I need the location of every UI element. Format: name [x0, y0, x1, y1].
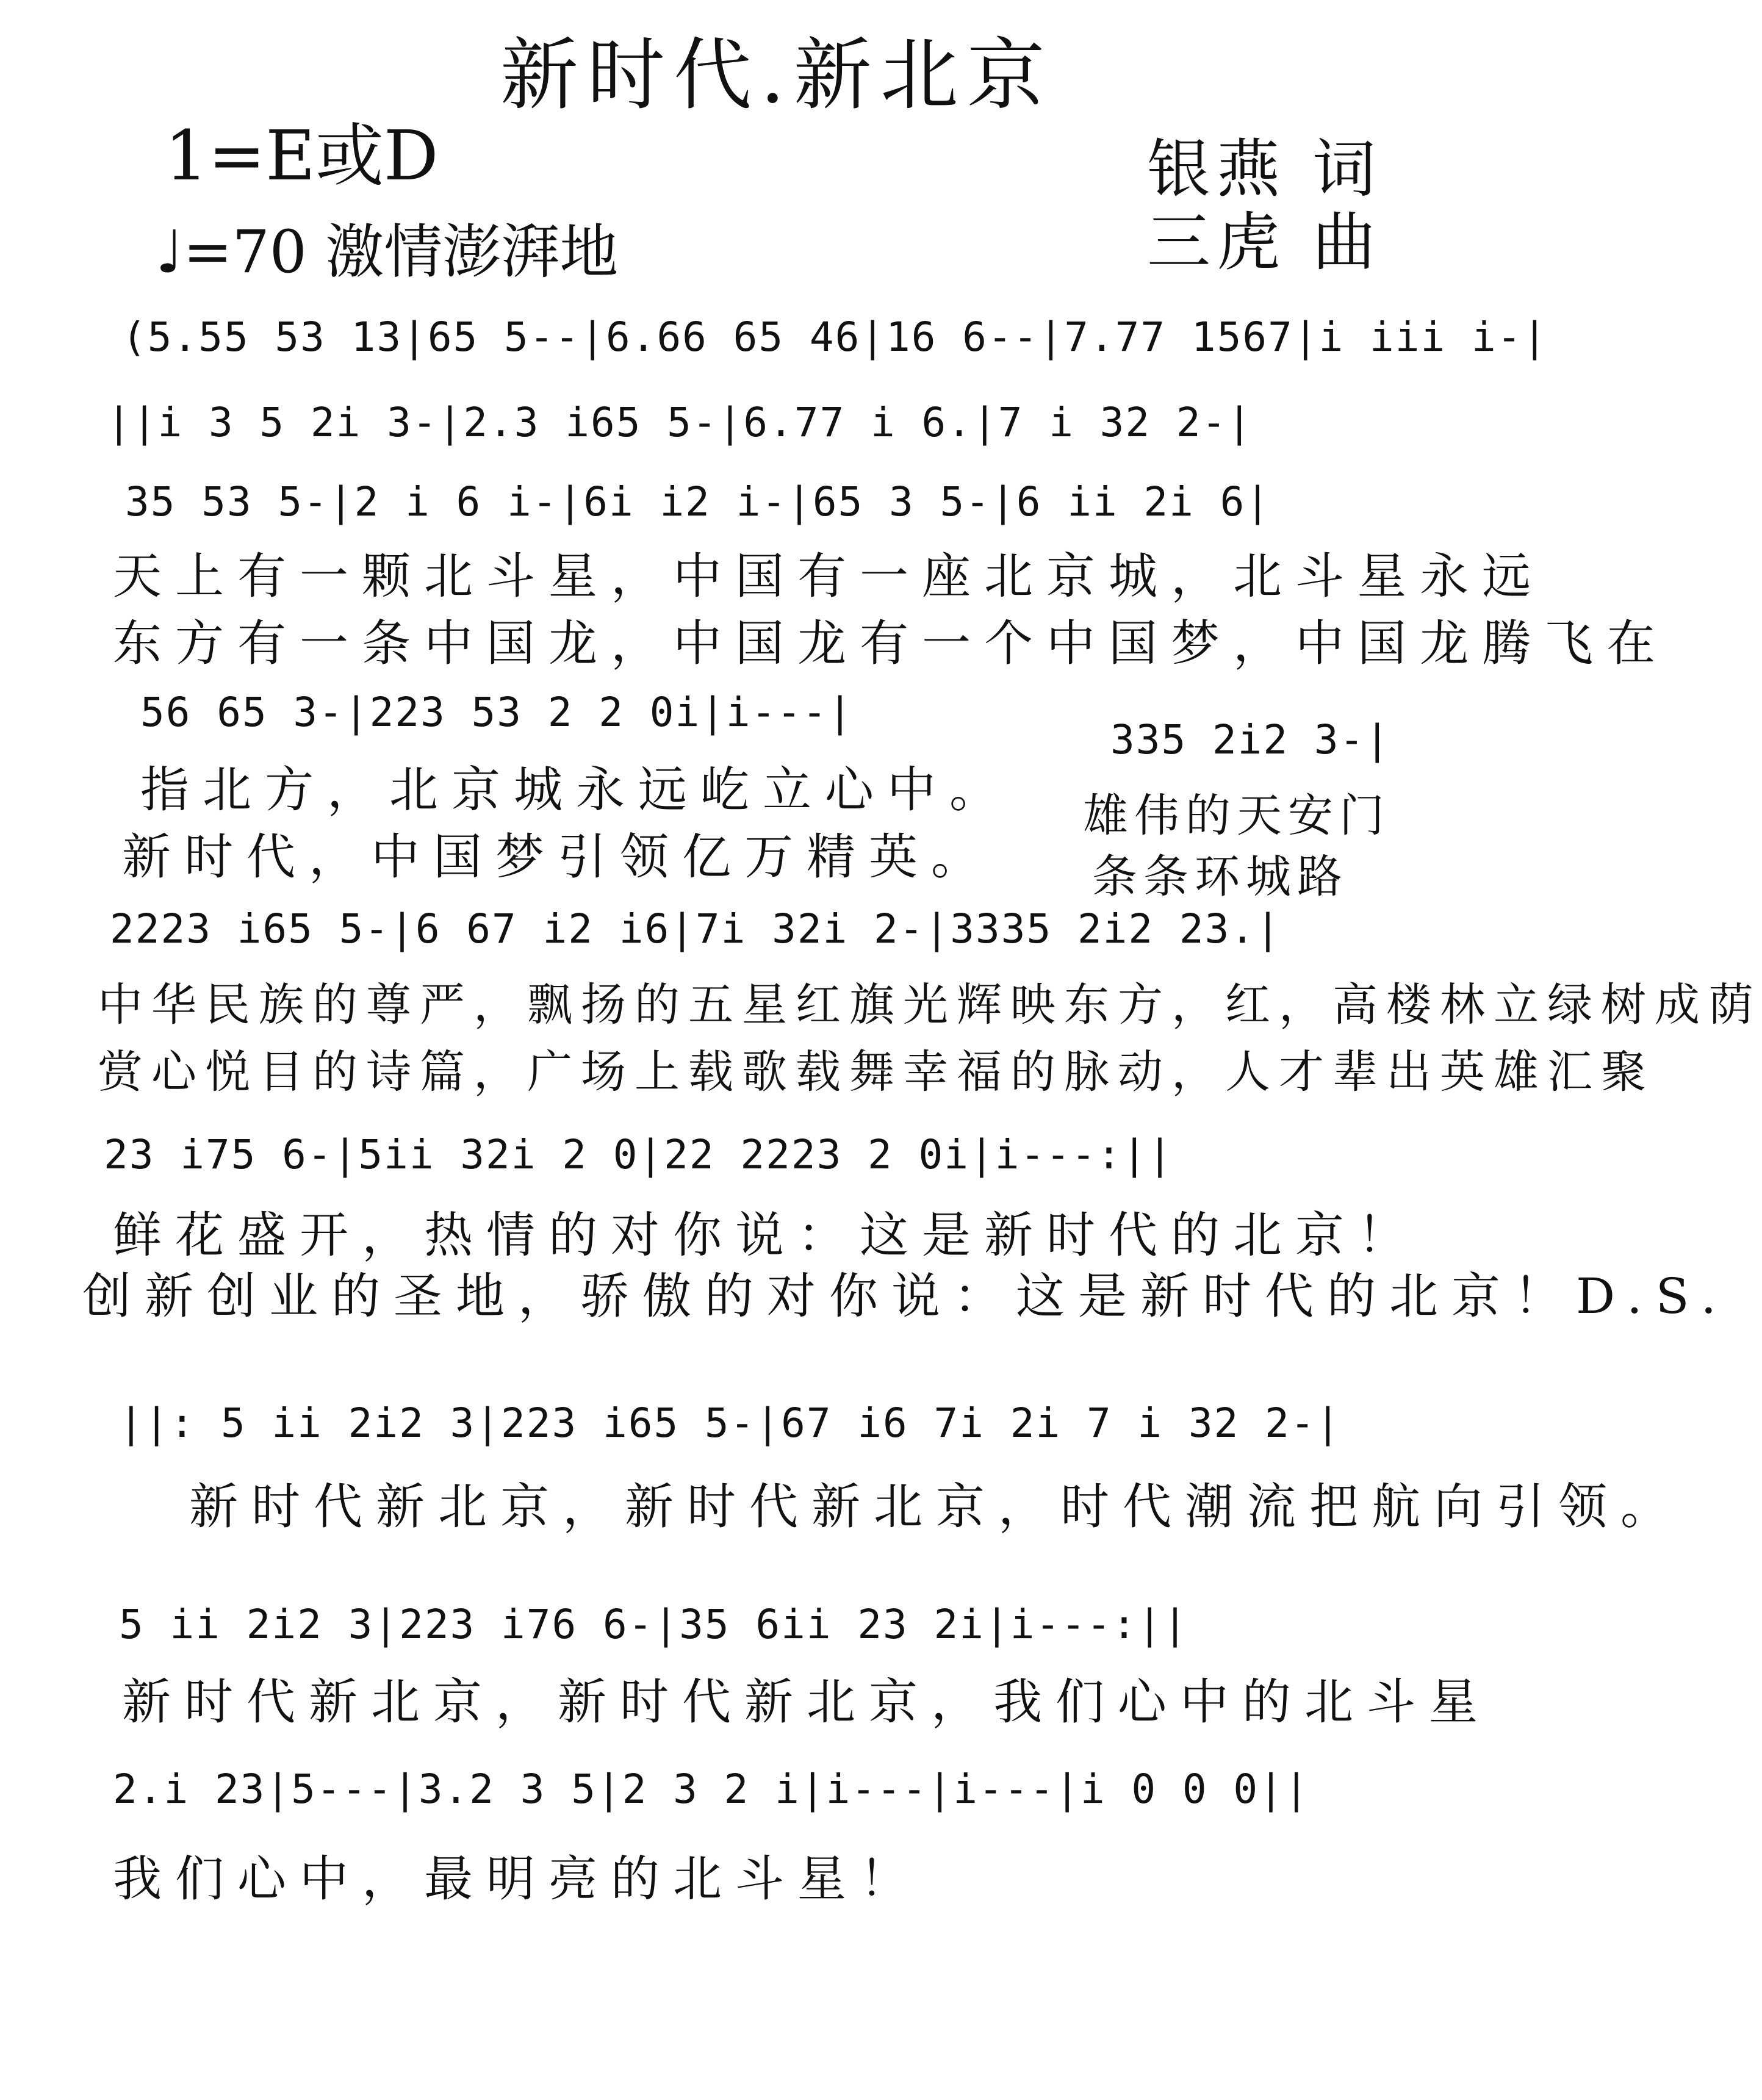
lyric-line-5-verse-1: 中华民族的尊严，飘扬的五星红旗光辉映东方，红，高楼林立绿树成荫: [98, 979, 1762, 1031]
key-signature: 1=E或D: [165, 117, 439, 196]
lyric-line-5-verse-2: 赏心悦目的诗篇，广场上载歌载舞幸福的脉动，人才辈出英雄汇聚: [98, 1046, 1655, 1098]
bridge-lyric-verse-1: 雄伟的天安门: [1083, 789, 1390, 842]
lyric-line-3-verse-2: 东方有一条中国龙，中国龙有一个中国梦，中国龙腾飞在: [113, 615, 1669, 672]
lyric-line-4-verse-2: 新时代，中国梦引领亿万精英。: [122, 829, 993, 885]
lyric-line-6-verse-1: 鲜花盛开，热情的对你说：这是新时代的北京！: [113, 1207, 1420, 1264]
lyric-line-7: 新时代新北京，新时代新北京，时代潮流把航向引领。: [189, 1478, 1683, 1535]
notation-line-1: (5.55 53 13|65 5--|6.66 65 46|16 6--|7.77 1567|i iii i-|: [122, 314, 1548, 361]
notation-line-3: 35 53 5-|2 i 6 i-|6i i2 i-|65 3 5-|6 ii 2i 6|: [125, 478, 1271, 525]
song-title: 新时代.新北京: [500, 30, 1054, 121]
notation-line-8: 5 ii 2i2 3|223 i76 6-|35 6ii 23 2i|i---:||: [119, 1601, 1188, 1648]
notation-line-6: 23 i75 6-|5ii 32i 2 0|22 2223 2 0i|i---:||: [104, 1131, 1173, 1178]
notation-line-7: ||: 5 ii 2i2 3|223 i65 5-|67 i6 7i 2i 7 i 32 2-|: [119, 1400, 1342, 1447]
bridge-notation: 335 2i2 3-|: [1110, 716, 1391, 763]
lyric-line-3-verse-1: 天上有一颗北斗星，中国有一座北京城，北斗星永远: [113, 548, 1544, 605]
lyric-line-6-verse-2: 创新创业的圣地，骄傲的对你说：这是新时代的北京！D.S.: [82, 1268, 1730, 1325]
notation-line-2: ||i 3 5 2i 3-|2.3 i65 5-|6.77 i 6.|7 i 32 2-|: [107, 399, 1253, 446]
lyric-line-9: 我们心中，最明亮的北斗星！: [113, 1850, 922, 1907]
composer-credit: 三虎 曲: [1147, 205, 1383, 279]
notation-line-9: 2.i 23|5---|3.2 3 5|2 3 2 i|i---|i---|i 0 0 0||: [113, 1766, 1310, 1813]
lyric-line-8: 新时代新北京，新时代新北京，我们心中的北斗星: [122, 1674, 1491, 1730]
lyric-line-4-verse-1: 指北方，北京城永远屹立心中。: [140, 761, 1012, 818]
tempo-marking: ♩=70 激情澎湃地: [156, 218, 619, 286]
notation-line-4: 56 65 3-|223 53 2 2 0i|i---|: [140, 689, 854, 736]
notation-line-5: 2223 i65 5-|6 67 i2 i6|7i 32i 2-|3335 2i2 23.|: [110, 905, 1281, 952]
lyricist-credit: 银燕 词: [1147, 132, 1383, 206]
bridge-lyric-verse-2: 条条环城路: [1092, 850, 1348, 903]
